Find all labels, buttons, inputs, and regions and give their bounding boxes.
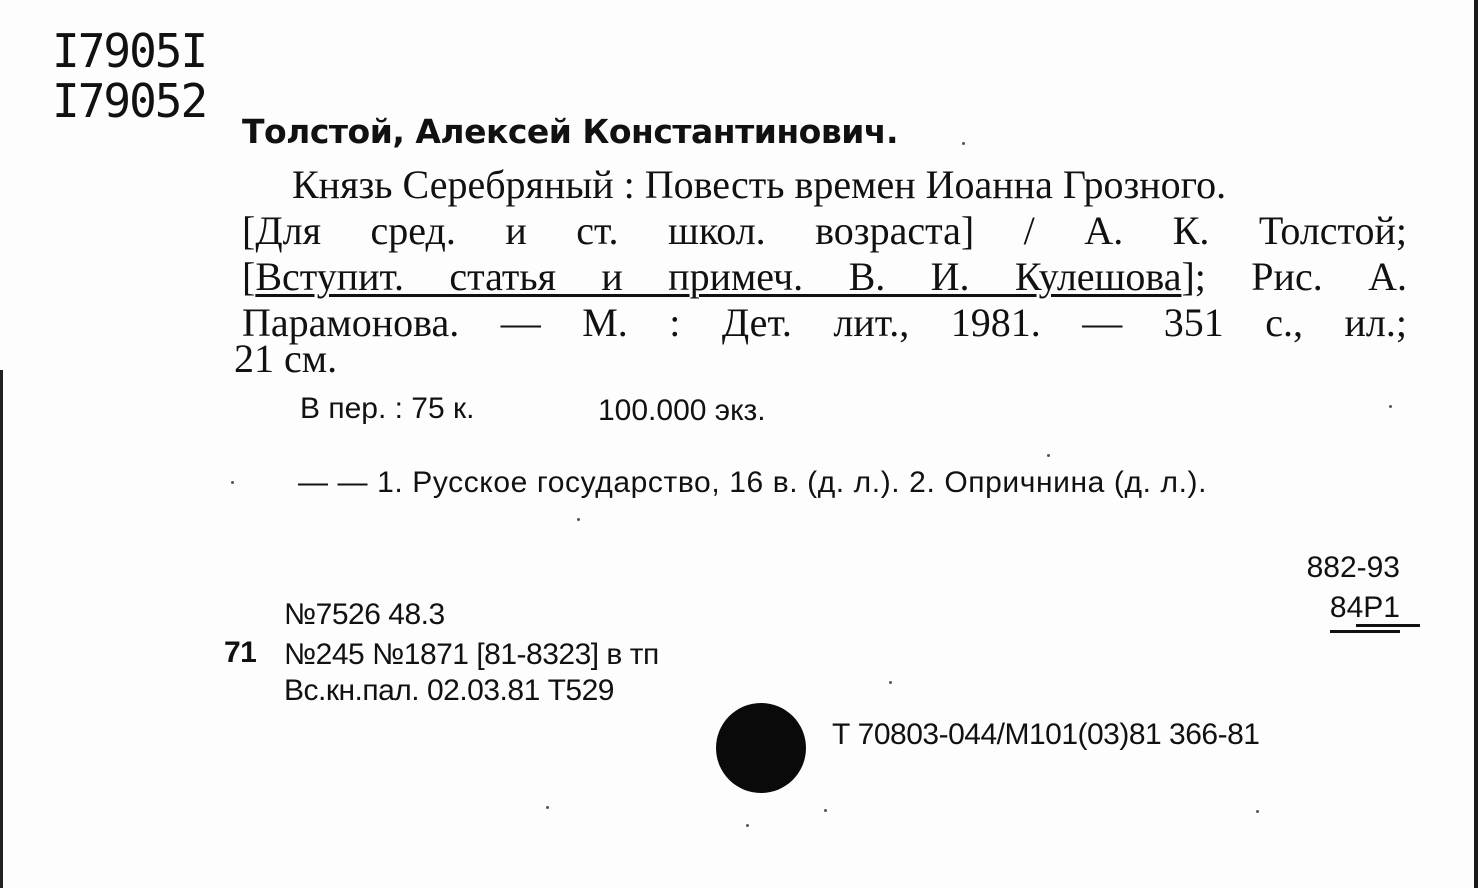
udk-code: 882-93 [1306, 551, 1400, 584]
tech-line-2: №245 №1871 [81-8323] в тп [284, 638, 659, 671]
title-line-2: [Для сред. и ст. школ. возраста] / А. К. Толстой; [242, 208, 1407, 253]
illustrator-note: ]; Рис. А. [1181, 254, 1407, 299]
tech-line-1: №7526 48.3 [284, 598, 445, 631]
bracket-open: [ [242, 254, 256, 299]
inventory-number-1: I7905I [52, 24, 207, 78]
subject-headings: — — 1. Русское государство, 16 в. (д. л.). 2. Опричнина (д. л.). [298, 466, 1208, 499]
classification-block [1307, 548, 1400, 633]
speck [1047, 454, 1050, 457]
title-line-1: Князь Серебряный : Повесть времен Иоанна Грозного. [292, 162, 1227, 207]
speck [824, 809, 827, 812]
bbk-underline-mark [1356, 624, 1420, 627]
punch-hole [716, 703, 806, 793]
card-left-edge [0, 370, 3, 888]
speck [1389, 405, 1392, 408]
tech-prefix: 71 [224, 636, 257, 669]
inventory-number-2: I79052 [52, 74, 207, 128]
introduction-note: Вступит. статья и примеч. В. И. Кулешова [255, 254, 1182, 299]
title-line-4: Парамонова. — М. : Дет. лит., 1981. — 351 с., ил.; [242, 300, 1407, 345]
speck [231, 481, 234, 484]
speck [746, 824, 749, 827]
speck [577, 518, 580, 521]
tech-line-3: Вс.кн.пал. 02.03.81 Т529 [284, 674, 614, 707]
bbk-code: 84Р1 [1330, 588, 1400, 633]
author-heading: Толстой, Алексей Константинович. [242, 112, 899, 151]
speck [546, 806, 549, 809]
speck [962, 142, 965, 145]
print-run: 100.000 экз. [598, 394, 766, 427]
price: В пер. : 75 к. [300, 392, 475, 425]
card-right-edge [1474, 0, 1478, 888]
title-line-5: 21 см. [234, 336, 338, 381]
speck [889, 681, 892, 684]
title-line-3 [242, 254, 1407, 300]
index-line: Т 70803-044/М101(03)81 366-81 [832, 718, 1260, 751]
speck [1256, 810, 1259, 813]
